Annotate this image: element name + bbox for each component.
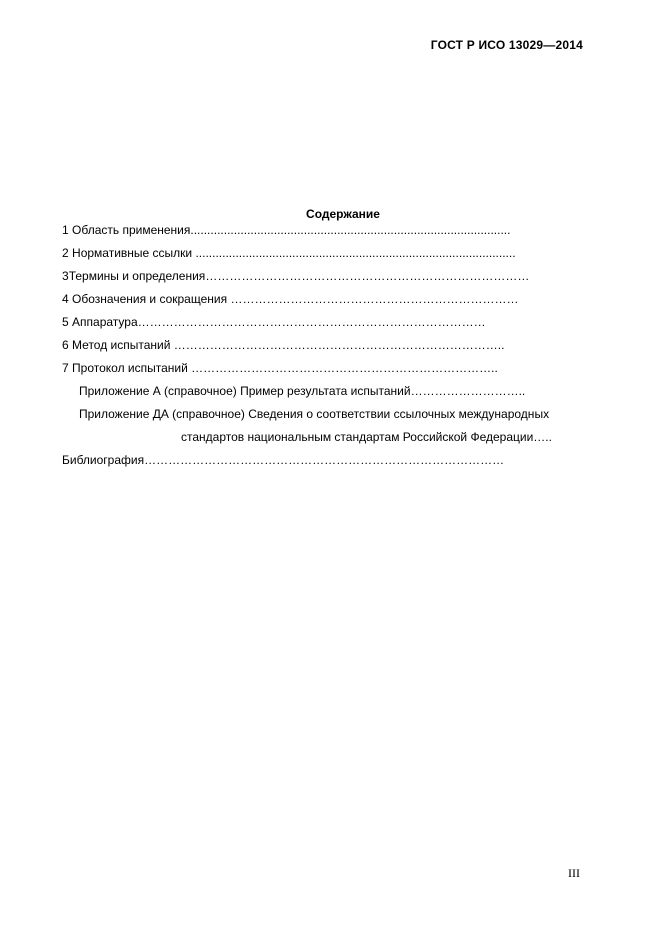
toc-leader-dots: ……………………………………………………………………….. (173, 338, 505, 352)
toc-entry-4[interactable] (62, 292, 570, 307)
toc-entry-appendix-a[interactable] (79, 384, 570, 399)
toc-entry-5[interactable] (62, 315, 570, 330)
toc-leader-dots: ………………………………………………………………….. (191, 361, 498, 375)
toc-entry-label: Протокол испытаний (72, 361, 188, 375)
toc-entry-label: Метод испытаний (72, 338, 171, 352)
toc-leader-dots: ……………………………………………………………………… (205, 269, 530, 283)
toc-entry-label: Библиография (62, 453, 145, 467)
toc-title: Содержание (306, 207, 380, 221)
toc-leader-dots: ….. (533, 430, 552, 444)
document-standard-header: ГОСТ Р ИСО 13029—2014 (430, 38, 583, 52)
toc-entry-label: Приложение ДА (справочное) Сведения о соответствии ссылочных международных (79, 407, 550, 421)
toc-entry-label: стандартов национальным стандартам Российской Федерации (181, 430, 534, 444)
toc-entry-number: 2 (62, 246, 69, 260)
toc-entry-appendix-da-line2[interactable] (181, 430, 601, 445)
page-number: III (568, 866, 580, 880)
toc-entry-6[interactable] (62, 338, 570, 353)
toc-entry-2[interactable] (62, 246, 570, 261)
toc-entry-number: 6 (62, 338, 69, 352)
toc-entry-label: Нормативные ссылки (72, 246, 193, 260)
toc-entry-number: 1 (62, 223, 69, 237)
toc-entry-label: Термины и определения (68, 269, 206, 283)
toc-entry-number: 3 (62, 269, 69, 283)
toc-leader-dots: ……………………….. (410, 384, 526, 398)
toc-leader-dots: ……………………………………………………………… (230, 292, 519, 306)
toc-entry-label: Область применения (72, 223, 191, 237)
toc-entry-7[interactable] (62, 361, 570, 376)
toc-leader-dots: ................................................................................................ (190, 223, 511, 237)
toc-entry-3[interactable] (62, 269, 570, 284)
toc-entry-appendix-da-line1[interactable] (79, 407, 609, 422)
toc-entry-label: Приложение А (справочное) Пример результата испытаний (79, 384, 411, 398)
toc-entry-number: 5 (62, 315, 69, 329)
toc-entry-label: Обозначения и сокращения (72, 292, 228, 306)
toc-entry-number: 7 (62, 361, 69, 375)
toc-leader-dots: …………………………………………………………………………… (137, 315, 486, 329)
toc-entry-label: Аппаратура (72, 315, 138, 329)
toc-leader-dots: ................................................................................................ (195, 246, 516, 260)
toc-entry-bibliography[interactable] (62, 453, 586, 468)
toc-entry-number: 4 (62, 292, 69, 306)
toc-leader-dots: ……………………………………………………………………………… (144, 453, 505, 467)
toc-entry-1[interactable] (62, 223, 570, 238)
